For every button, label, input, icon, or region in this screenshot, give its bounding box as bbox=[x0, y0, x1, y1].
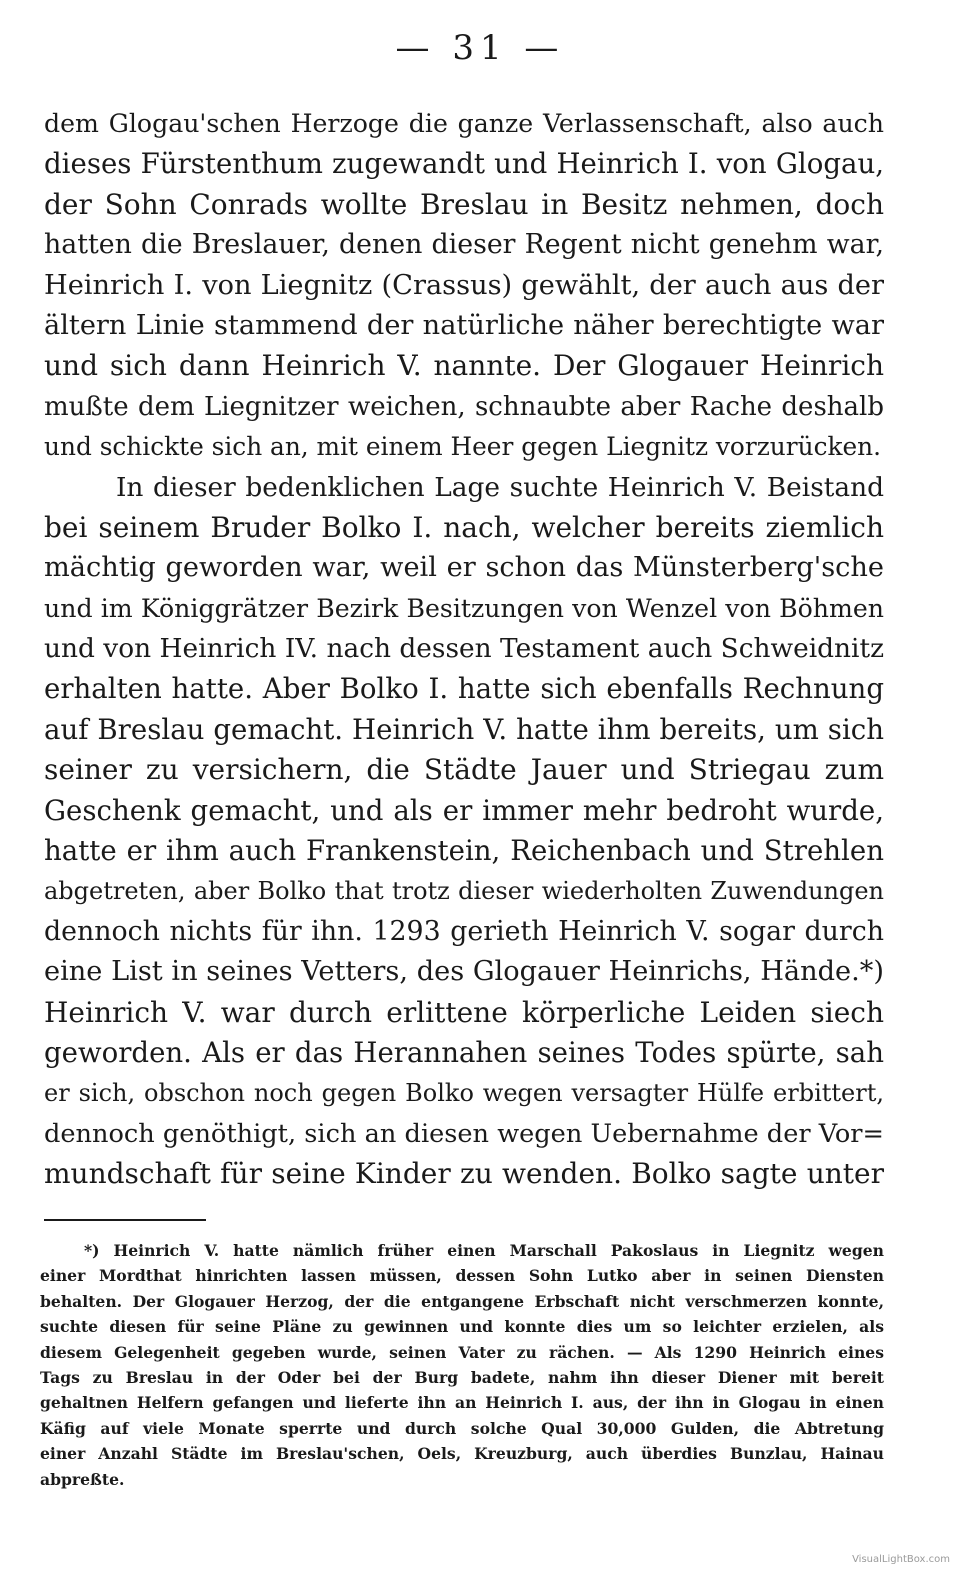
text-line: Heinrich V. war durch erlittene körperliche Leiden siech bbox=[44, 995, 884, 1029]
text-line: geworden. Als er das Herannahen seines Todes spürte, sah bbox=[44, 1035, 884, 1069]
watermark: VisualLightBox.com bbox=[852, 1554, 950, 1565]
text-line: abgetreten, aber Bolko that trotz dieser wiederholten Zuwendungen bbox=[44, 877, 884, 906]
text-line: eine List in seines Vetters, des Glogauer Heinrichs, Hände.*) bbox=[44, 956, 884, 988]
text-line: ältern Linie stammend der natürliche näher berechtigte war bbox=[44, 309, 884, 341]
footnote-line: Käfig auf viele Monate sperrte und durch solche Qual 30,000 Gulden, die Abtretung bbox=[40, 1418, 884, 1438]
text-line: mundschaft für seine Kinder zu wenden. Bolko sagte unter bbox=[44, 1157, 884, 1191]
text-line: dieses Fürstenthum zugewandt und Heinrich I. von Glogau, bbox=[44, 147, 884, 181]
footnote-line: gehaltnen Helfern gefangen und lieferte ihn an Heinrich I. aus, der ihn in Glogau in einen bbox=[40, 1393, 884, 1413]
footnote-block bbox=[40, 1238, 884, 1492]
main-text-block bbox=[44, 104, 884, 1195]
footnote-line: *) Heinrich V. hatte nämlich früher einen Marschall Pakoslaus in Liegnitz wegen bbox=[84, 1241, 884, 1260]
text-line: er sich, obschon noch gegen Bolko wegen versagter Hülfe erbittert, bbox=[44, 1079, 884, 1108]
text-line: dennoch nichts für ihn. 1293 gerieth Heinrich V. sogar durch bbox=[44, 915, 884, 947]
text-line: der Sohn Conrads wollte Breslau in Besitz nehmen, doch bbox=[44, 187, 884, 221]
text-line: dem Glogau'schen Herzoge die ganze Verlassenschaft, also auch bbox=[44, 109, 884, 138]
text-line: Heinrich I. von Liegnitz (Crassus) gewählt, der auch aus der bbox=[44, 269, 884, 301]
text-line: auf Breslau gemacht. Heinrich V. hatte ihm bereits, um sich bbox=[44, 712, 884, 746]
footnote-line: diesem Gelegenheit gegeben wurde, seinen Vater zu rächen. — Als 1290 Heinrich eines bbox=[40, 1342, 884, 1362]
text-line: In dieser bedenklichen Lage suchte Heinrich V. Beistand bbox=[116, 471, 884, 503]
text-line: dennoch genöthigt, sich an diesen wegen Uebernahme der Vor= bbox=[44, 1118, 884, 1149]
text-line: erhalten hatte. Aber Bolko I. hatte sich ebenfalls Rechnung bbox=[44, 672, 884, 706]
text-line: bei seinem Bruder Bolko I. nach, welcher bereits ziemlich bbox=[44, 510, 884, 544]
footnote-line: suchte diesen für seine Pläne zu gewinnen und konnte dies um so leichter erzielen, als bbox=[40, 1317, 884, 1337]
footnote-line: einer Anzahl Städte im Breslau'schen, Oels, Kreuzburg, auch überdies Bunzlau, Hainau bbox=[40, 1444, 884, 1464]
text-line: hatte er ihm auch Frankenstein, Reichenbach und Strehlen bbox=[44, 834, 884, 868]
footnote-divider bbox=[44, 1219, 206, 1221]
page-number: — 31 — bbox=[395, 28, 565, 68]
footnote-line: behalten. Der Glogauer Herzog, der die entgangene Erbschaft nicht verschmerzen konnte, bbox=[40, 1291, 884, 1311]
text-line: hatten die Breslauer, denen dieser Regent nicht genehm war, bbox=[44, 229, 884, 261]
text-line: und im Königgrätzer Bezirk Besitzungen von Wenzel von Böhmen bbox=[44, 593, 884, 623]
text-line: Geschenk gemacht, und als er immer mehr bedroht wurde, bbox=[44, 793, 884, 827]
footnote-line: Tags zu Breslau in der Oder bei der Burg badete, nahm ihn dieser Diener mit bereit bbox=[40, 1367, 884, 1387]
text-line: und von Heinrich IV. nach dessen Testament auch Schweidnitz bbox=[44, 633, 884, 665]
text-line: seiner zu versichern, die Städte Jauer und Striegau zum bbox=[44, 753, 884, 787]
text-line: und schickte sich an, mit einem Heer gegen Liegnitz vorzurücken. bbox=[44, 432, 882, 462]
text-line: mußte dem Liegnitzer weichen, schnaubte aber Rache deshalb bbox=[44, 391, 884, 422]
footnote-line: einer Mordthat hinrichten lassen müssen, dessen Sohn Lutko aber in seinen Diensten bbox=[40, 1266, 884, 1286]
footnote-line: abpreßte. bbox=[40, 1469, 125, 1489]
text-line: und sich dann Heinrich V. nannte. Der Glogauer Heinrich bbox=[44, 349, 884, 383]
text-line: mächtig geworden war, weil er schon das Münsterberg'sche bbox=[44, 552, 884, 584]
